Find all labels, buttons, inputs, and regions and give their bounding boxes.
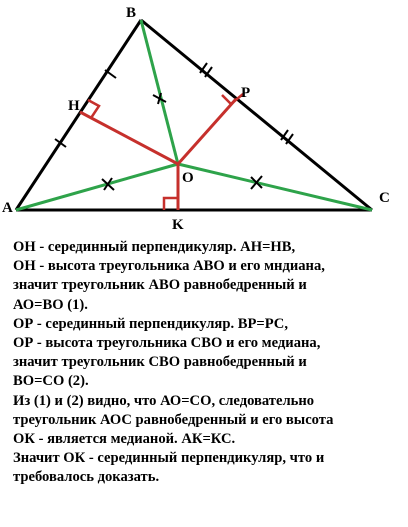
segment-bo <box>141 20 178 164</box>
right-angle-k <box>164 198 178 210</box>
label-c: C <box>379 190 390 206</box>
proof-line: значит треугольник СВО равнобедренный и <box>13 354 307 371</box>
perpendicular-oh <box>80 112 178 164</box>
proof-text <box>13 238 405 488</box>
label-p: P <box>241 85 251 101</box>
proof-line: ОК - является медианой. АК=КС. <box>13 431 236 448</box>
proof-line: ВО=СО (2). <box>13 373 89 390</box>
perpendicular-op <box>178 99 236 164</box>
right-angle-h <box>88 100 99 118</box>
label-k: K <box>172 217 184 232</box>
label-h: H <box>68 98 80 114</box>
proof-line: треугольник АОС равнобедренный и его высота <box>13 411 334 428</box>
segments-to-vertices <box>16 20 372 210</box>
proof-line: Значит ОК - серединный перпендикуляр, что и <box>13 450 325 467</box>
label-a: A <box>2 200 13 216</box>
proof-line: ОР - серединный перпендикуляр. ВР=РС, <box>13 315 288 332</box>
proof-line: Из (1) и (2) видно, что АО=СО, следовательно <box>13 392 315 409</box>
triangle-diagram <box>0 0 408 232</box>
label-b: B <box>126 5 137 21</box>
label-o: O <box>182 170 194 186</box>
proof-line: ОР - высота треугольника СВО и его медиана, <box>13 335 321 352</box>
triangle-sides <box>16 20 372 210</box>
side-ab <box>16 20 141 210</box>
proof-line: ОН - серединный перпендикуляр. АН=НВ, <box>13 239 296 255</box>
proof-line: значит треугольник АВО равнобедренный и <box>13 277 307 294</box>
proof-line: АО=ВО (1). <box>13 296 88 313</box>
proof-line: требовалось доказать. <box>13 469 160 486</box>
perpendiculars <box>80 99 236 210</box>
proof-line: ОН - высота треугольника АВО и его мндиана, <box>13 258 325 275</box>
